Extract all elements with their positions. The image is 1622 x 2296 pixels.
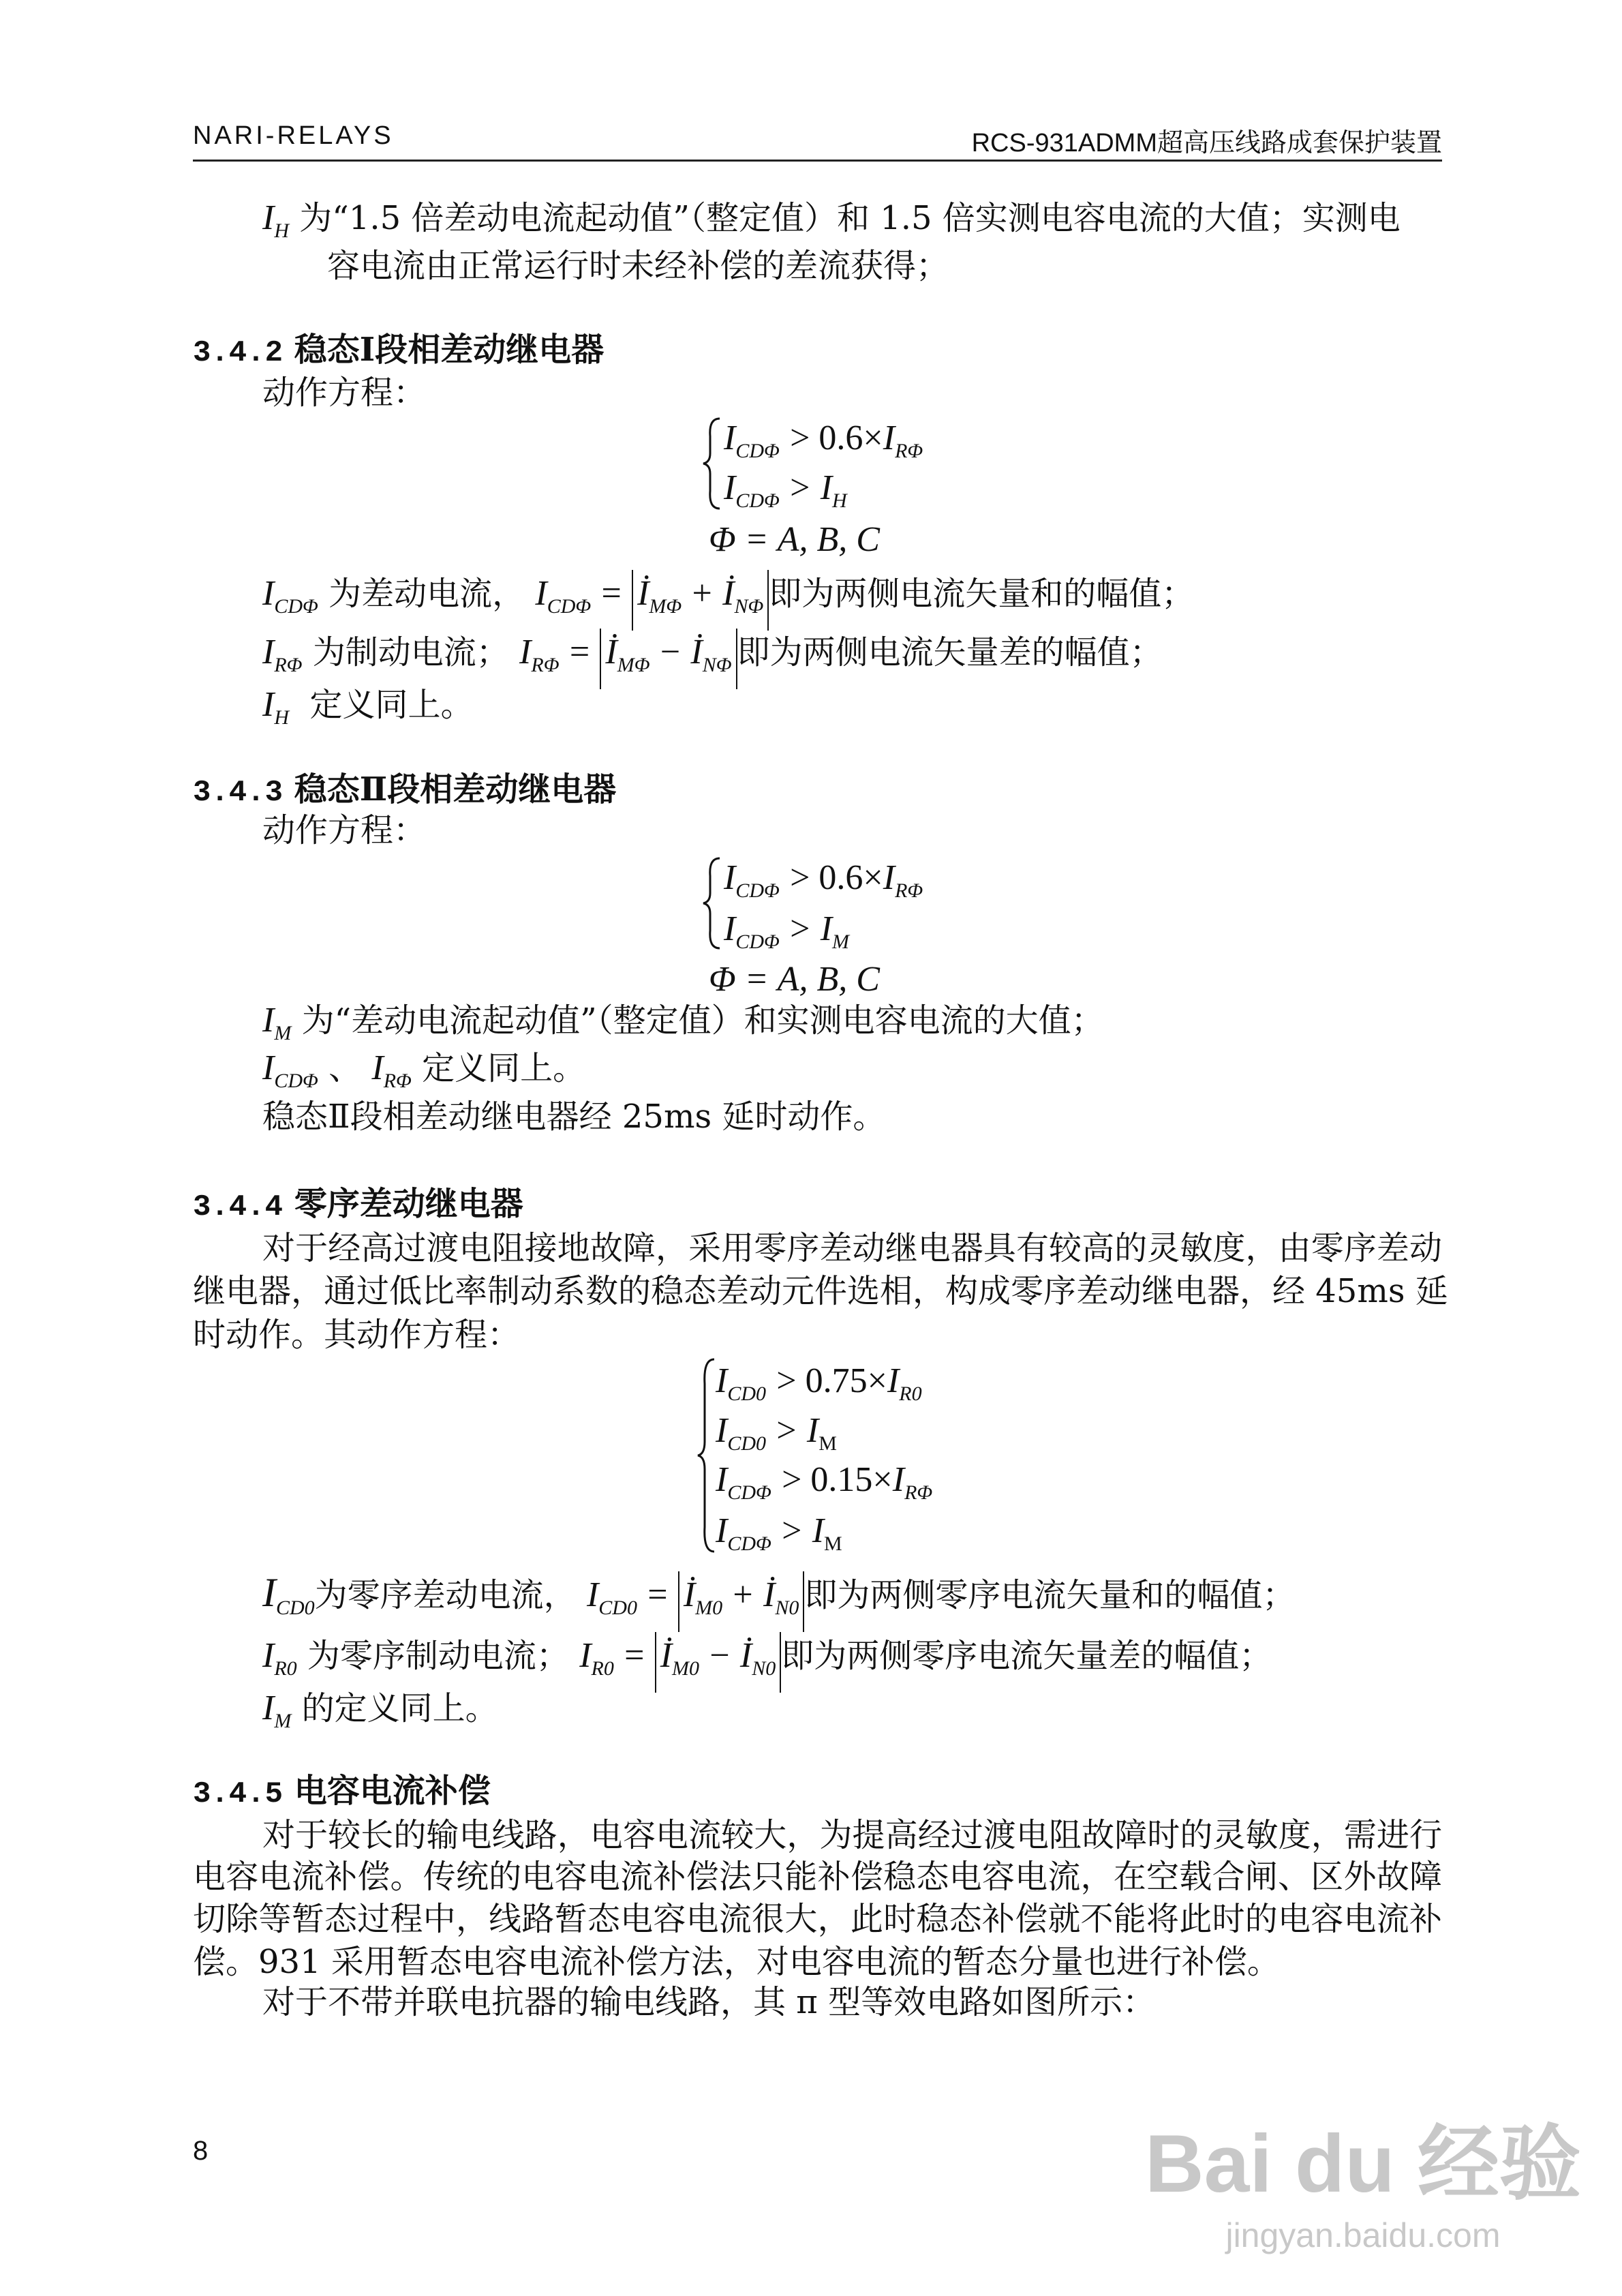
definition-same: $I_{CD\Phi}$ 、 $I_{R\Phi}$ 定义同上。	[262, 1048, 586, 1092]
paragraph-line: 对于经高过渡电阻接地故障，采用零序差动继电器具有较高的灵敏度，由零序差动	[262, 1229, 1442, 1267]
paragraph-line: 切除等暂态过程中，线路暂态电容电流很大，此时稳态补偿就不能将此时的电容电流补	[193, 1900, 1442, 1938]
paragraph-line: 对于不带并联电抗器的输电线路，其 π 型等效电路如图所示：	[262, 1983, 1156, 2021]
section-3-4-4-heading: 3.4.4 零序差动继电器	[193, 1185, 523, 1224]
watermark	[1145, 2098, 1581, 2255]
equation-3: $I_{CD\Phi} > 0.15\times I_{R\Phi}$	[716, 1460, 933, 1504]
equation-2: $I_{CD\Phi} > I_M$	[724, 909, 850, 953]
definition-ih: $I_H$ 定义同上。	[262, 685, 474, 729]
header-right: RCS-931ADMM超高压线路成套保护装置	[971, 129, 1442, 157]
paragraph-line: 偿。931 采用暂态电容电流补偿方法，对电容电流的暂态分量也进行补偿。	[193, 1943, 1280, 1981]
paragraph-line: 电容电流补偿。传统的电容电流补偿法只能补偿稳态电容电流，在空载合闸、区外故障	[193, 1858, 1442, 1896]
equation-label: 动作方程：	[262, 374, 427, 412]
equation-1: $I_{CD\Phi} > 0.6\times I_{R\Phi}$	[724, 419, 923, 462]
section-3-4-5-heading: 3.4.5 电容电流补偿	[193, 1772, 491, 1811]
equation-1: $I_{CD0} > 0.75\times I_{R0}$	[716, 1361, 922, 1405]
header-rule	[193, 160, 1442, 162]
page-number: 8	[193, 2136, 209, 2166]
paragraph-line: 继电器，通过低比率制动系数的稳态差动元件选相，构成零序差动继电器，经 45ms 延	[193, 1272, 1448, 1310]
header-left: NARI-RELAYS	[193, 121, 394, 150]
brace	[702, 856, 722, 951]
definition-im: $I_M$ 的定义同上。	[262, 1689, 498, 1732]
equation-1: $I_{CD\Phi} > 0.6\times I_{R\Phi}$	[724, 858, 923, 902]
watermark-url: jingyan.baidu.com	[1225, 2216, 1501, 2254]
brace	[702, 416, 722, 511]
intro-line2: 容电流由正常运行时未经补偿的差流获得；	[327, 247, 949, 285]
definition-differential: $I_{CD\Phi}$ 为差动电流， $I_{CD\Phi}$ = $İ_{M\Phi}$ + $İ_{N\Phi}$ 即为两侧电流矢量和的幅值；	[262, 570, 1194, 631]
equation-2: $I_{CD0} > I_M$	[716, 1411, 837, 1455]
definition-zero-restraint: $I_{R0}$ 为零序制动电流； $I_{R0}$ = $İ_{M0}$ − $İ_{N0}$ 即为两侧零序电流矢量差的幅值；	[262, 1632, 1272, 1693]
delay-text: 稳态Ⅱ段相差动继电器经 25ms 延时动作。	[262, 1098, 886, 1136]
brace	[697, 1357, 717, 1554]
equation-2: $I_{CD\Phi} > I_H$	[724, 468, 847, 512]
paragraph-line: 对于较长的输电线路，电容电流较大，为提高经过渡电阻故障时的灵敏度，需进行	[262, 1816, 1442, 1854]
equation-4: $I_{CD\Phi} > I_M$	[716, 1511, 842, 1555]
phase-equation: Φ = A, B, C	[709, 960, 880, 999]
watermark-brand: Bai du 经验	[1144, 2118, 1581, 2209]
definition-restraint: $I_{R\Phi}$ 为制动电流； $I_{R\Phi}$ = $İ_{M\Phi}$ − $İ_{N\Phi}$ 即为两侧电流矢量差的幅值；	[262, 629, 1163, 689]
paragraph-line: 时动作。其动作方程：	[193, 1316, 521, 1354]
section-3-4-2-heading: 3.4.2 稳态Ⅰ段相差动继电器	[193, 331, 605, 370]
definition-zero-differential: $I_{CD0}$为零序差动电流， $I_{CD0}$ = $İ_{M0}$ + $İ_{N0}$ 即为两侧零序电流矢量和的幅值；	[262, 1571, 1295, 1632]
phase-equation: Φ = A, B, C	[709, 520, 880, 559]
definition-im: $I_M$ 为“差动电流起动值”（整定值）和实测电容电流的大值；	[262, 1001, 1104, 1044]
equation-label: 动作方程：	[262, 811, 427, 849]
section-3-4-3-heading: 3.4.3 稳态Ⅱ段相差动继电器	[193, 770, 617, 810]
intro-line1: $I_H$ 为“1.5 倍差动电流起动值”（整定值）和 1.5 倍实测电容电流的大值；实测电	[262, 198, 1401, 242]
